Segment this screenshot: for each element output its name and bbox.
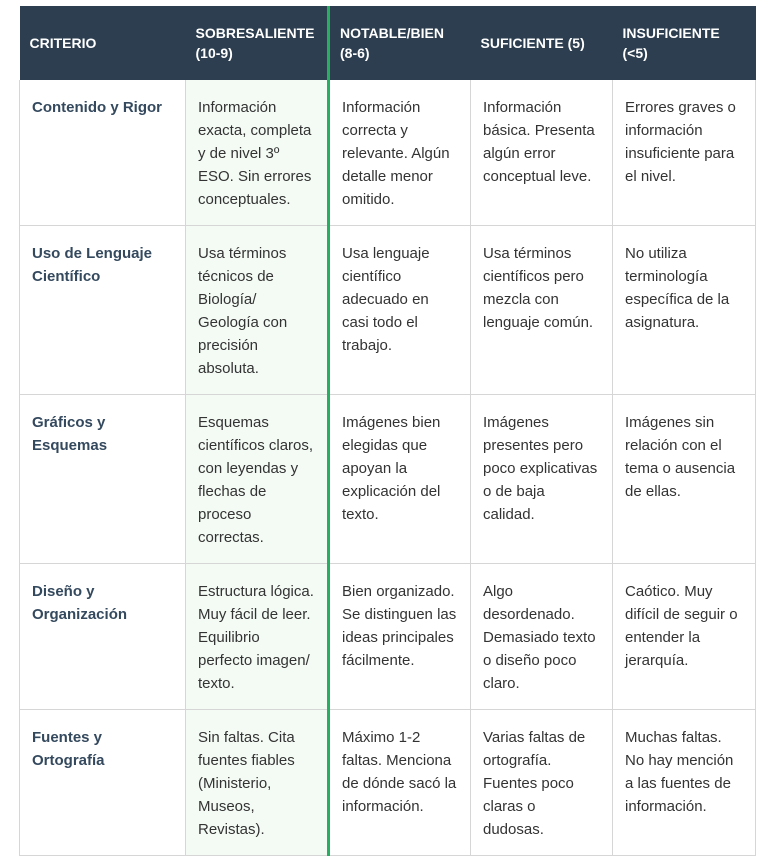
notable-cell: Máximo 1-2 faltas. Menciona de dónde sacó la información. bbox=[329, 710, 471, 856]
suficiente-cell: Información básica. Presenta algún error conceptual leve. bbox=[471, 80, 613, 226]
rubric-table bbox=[19, 6, 756, 856]
insuficiente-cell: Muchas faltas. No hay mención a las fuentes de información. bbox=[613, 710, 756, 856]
criterio-cell: Uso de Lenguaje Científico bbox=[20, 226, 186, 395]
header-notable: NOTABLE/BIEN (8-6) bbox=[329, 6, 471, 80]
table-row bbox=[20, 710, 756, 856]
insuficiente-cell: Errores graves o información insuficiente para el nivel. bbox=[613, 80, 756, 226]
criterio-cell: Contenido y Rigor bbox=[20, 80, 186, 226]
header-criterio: CRITERIO bbox=[20, 6, 186, 80]
insuficiente-cell: Imágenes sin relación con el tema o ausencia de ellas. bbox=[613, 395, 756, 564]
notable-cell: Imágenes bien elegidas que apoyan la explicación del texto. bbox=[329, 395, 471, 564]
table-row bbox=[20, 564, 756, 710]
header-suficiente: SUFICIENTE (5) bbox=[471, 6, 613, 80]
suficiente-cell: Varias faltas de ortografía. Fuentes poco claras o dudosas. bbox=[471, 710, 613, 856]
notable-cell: Usa lenguaje científico adecuado en casi todo el trabajo. bbox=[329, 226, 471, 395]
sobresaliente-cell: Estructura lógica. Muy fácil de leer. Equilibrio perfecto imagen/ texto. bbox=[186, 564, 329, 710]
suficiente-cell: Imágenes presentes pero poco explicativas o de baja calidad. bbox=[471, 395, 613, 564]
criterio-cell: Fuentes y Ortografía bbox=[20, 710, 186, 856]
suficiente-cell: Usa términos científicos pero mezcla con lenguaje común. bbox=[471, 226, 613, 395]
criterio-cell: Diseño y Organización bbox=[20, 564, 186, 710]
sobresaliente-cell: Usa términos técnicos de Biología/ Geología con precisión absoluta. bbox=[186, 226, 329, 395]
table-row bbox=[20, 80, 756, 226]
table-row bbox=[20, 395, 756, 564]
notable-cell: Bien organizado. Se distinguen las ideas principales fácilmente. bbox=[329, 564, 471, 710]
notable-cell: Información correcta y relevante. Algún detalle menor omitido. bbox=[329, 80, 471, 226]
criterio-cell: Gráficos y Esquemas bbox=[20, 395, 186, 564]
insuficiente-cell: Caótico. Muy difícil de seguir o entender la jerarquía. bbox=[613, 564, 756, 710]
sobresaliente-cell: Esquemas científicos claros, con leyendas y flechas de proceso correctas. bbox=[186, 395, 329, 564]
suficiente-cell: Algo desordenado. Demasiado texto o diseño poco claro. bbox=[471, 564, 613, 710]
sobresaliente-cell: Información exacta, completa y de nivel 3º ESO. Sin errores conceptuales. bbox=[186, 80, 329, 226]
table-row bbox=[20, 226, 756, 395]
header-insuficiente: INSUFICIENTE (<5) bbox=[613, 6, 756, 80]
header-sobresaliente: SOBRESALIENTE (10-9) bbox=[186, 6, 329, 80]
sobresaliente-cell: Sin faltas. Cita fuentes fiables (Ministerio, Museos, Revistas). bbox=[186, 710, 329, 856]
insuficiente-cell: No utiliza terminología específica de la asignatura. bbox=[613, 226, 756, 395]
header-row bbox=[20, 6, 756, 80]
